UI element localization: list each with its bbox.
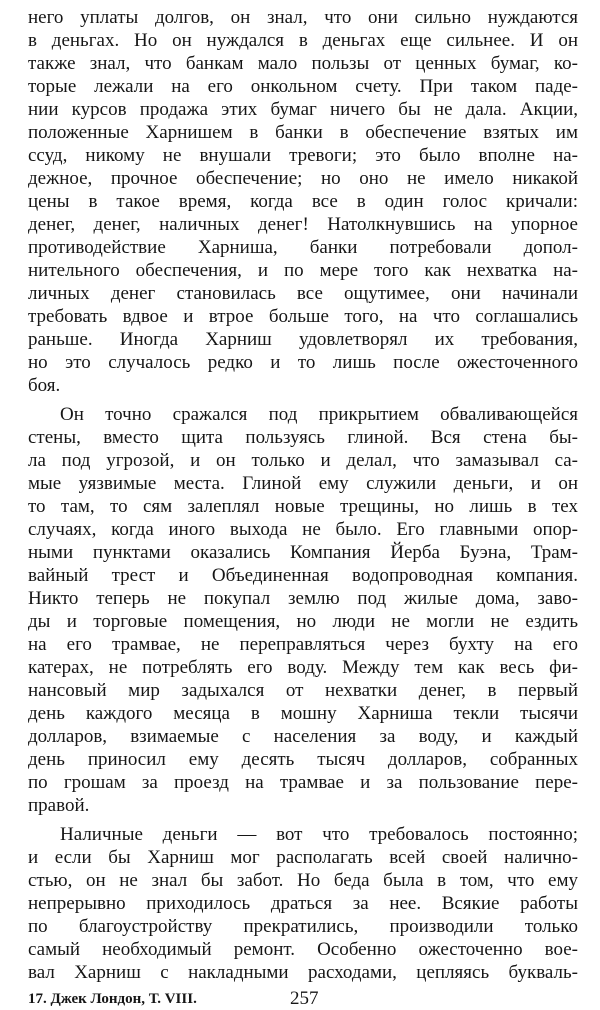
text-line: ла под угрозой, и он только и делал, что замазывал са-: [28, 450, 578, 471]
text-line: цены в такое время, когда все в один голос кричали:: [28, 191, 578, 212]
text-line: Никто теперь не покупал землю под жилые дома, заво-: [28, 588, 578, 609]
text-line: Наличные деньги — вот что требовалось постоянно;: [60, 824, 578, 845]
page-footer: [28, 988, 578, 1010]
text-line: вал Харниш с накладными расходами, цепляясь букваль-: [28, 962, 578, 983]
text-line: торые лежали на его онкольном счету. При таком паде-: [28, 76, 578, 97]
text-line: стены, вместо щита пользуясь глиной. Вся стена бы-: [28, 427, 578, 448]
text-line: положенные Харнишем в банки в обеспечение взятых им: [28, 122, 578, 143]
text-line: долларов, взимаемые с населения за воду, и каждый: [28, 726, 578, 747]
paragraph: [28, 403, 578, 817]
text-line: противодействие Харниша, банки потребовали допол-: [28, 237, 578, 258]
text-line: ными пунктами оказались Компания Йерба Буэна, Трам-: [28, 542, 578, 563]
text-line: мые уязвимые места. Глиной ему служили деньги, и он: [28, 473, 578, 494]
text-line: денег, денег, наличных денег! Натолкнувшись на упорное: [28, 214, 578, 235]
text-line: по грошам за проезд на трамвае и за пользование пере-: [28, 772, 578, 793]
text-line: него уплаты долгов, он знал, что они сильно нуждаются: [28, 7, 578, 28]
text-line: катерах, не потреблять его воду. Между тем как весь фи-: [28, 657, 578, 678]
page-number: 257: [290, 988, 319, 1009]
text-line: также знал, что банкам мало пользы от ценных бумаг, ко-: [28, 53, 578, 74]
text-line: нии курсов продажа этих бумаг ничего бы не дала. Акции,: [28, 99, 578, 120]
text-line: в деньгах. Но он нуждался в деньгах еще сильнее. И он: [28, 30, 578, 51]
text-line: на его трамвае, не переправляться через бухту на его: [28, 634, 578, 655]
book-page-text: [28, 0, 578, 984]
text-line: самый необходимый ремонт. Особенно ожесточенно вое-: [28, 939, 578, 960]
paragraph: [28, 6, 578, 397]
text-line: ссуд, никому не внушали тревоги; это было вполне на-: [28, 145, 578, 166]
text-line: день каждого месяца в мошну Харниша текли тысячи: [28, 703, 578, 724]
text-line: личных денег становилась все ощутимее, они начинали: [28, 283, 578, 304]
text-line: и если бы Харниш мог располагать всей своей налично-: [28, 847, 578, 868]
text-line: нительного обеспечения, и по мере того как нехватка на-: [28, 260, 578, 281]
text-line: нансовый мир задыхался от нехватки денег, в первый: [28, 680, 578, 701]
paragraph: [28, 823, 578, 984]
text-line: по благоустройству прекратились, производили только: [28, 916, 578, 937]
text-line: день приносил ему десять тысяч долларов, собранных: [28, 749, 578, 770]
text-line: Он точно сражался под прикрытием обваливающейся: [60, 404, 578, 425]
text-line: правой.: [28, 795, 90, 816]
text-line: раньше. Иногда Харниш удовлетворял их требования,: [28, 329, 578, 350]
text-line: требовать вдвое и втрое больше того, на что соглашались: [28, 306, 578, 327]
text-line: стью, он не знал бы забот. Но беда была в том, что ему: [28, 870, 578, 891]
printer-signature: 17. Джек Лондон, Т. VIII.: [28, 991, 197, 1007]
text-line: то там, то сям залеплял новые трещины, но лишь в тех: [28, 496, 578, 517]
text-line: случаях, когда иного выхода не было. Его главными опор-: [28, 519, 578, 540]
text-line: непрерывно приходилось драться за нее. Всякие работы: [28, 893, 578, 914]
text-line: вайный трест и Объединенная водопроводная компания.: [28, 565, 578, 586]
text-line: дежное, прочное обеспечение; но оно не имело никакой: [28, 168, 578, 189]
text-line: боя.: [28, 375, 61, 396]
text-line: но это случалось редко и то лишь после ожесточенного: [28, 352, 578, 373]
text-line: ды и торговые помещения, но люди не могли не ездить: [28, 611, 578, 632]
